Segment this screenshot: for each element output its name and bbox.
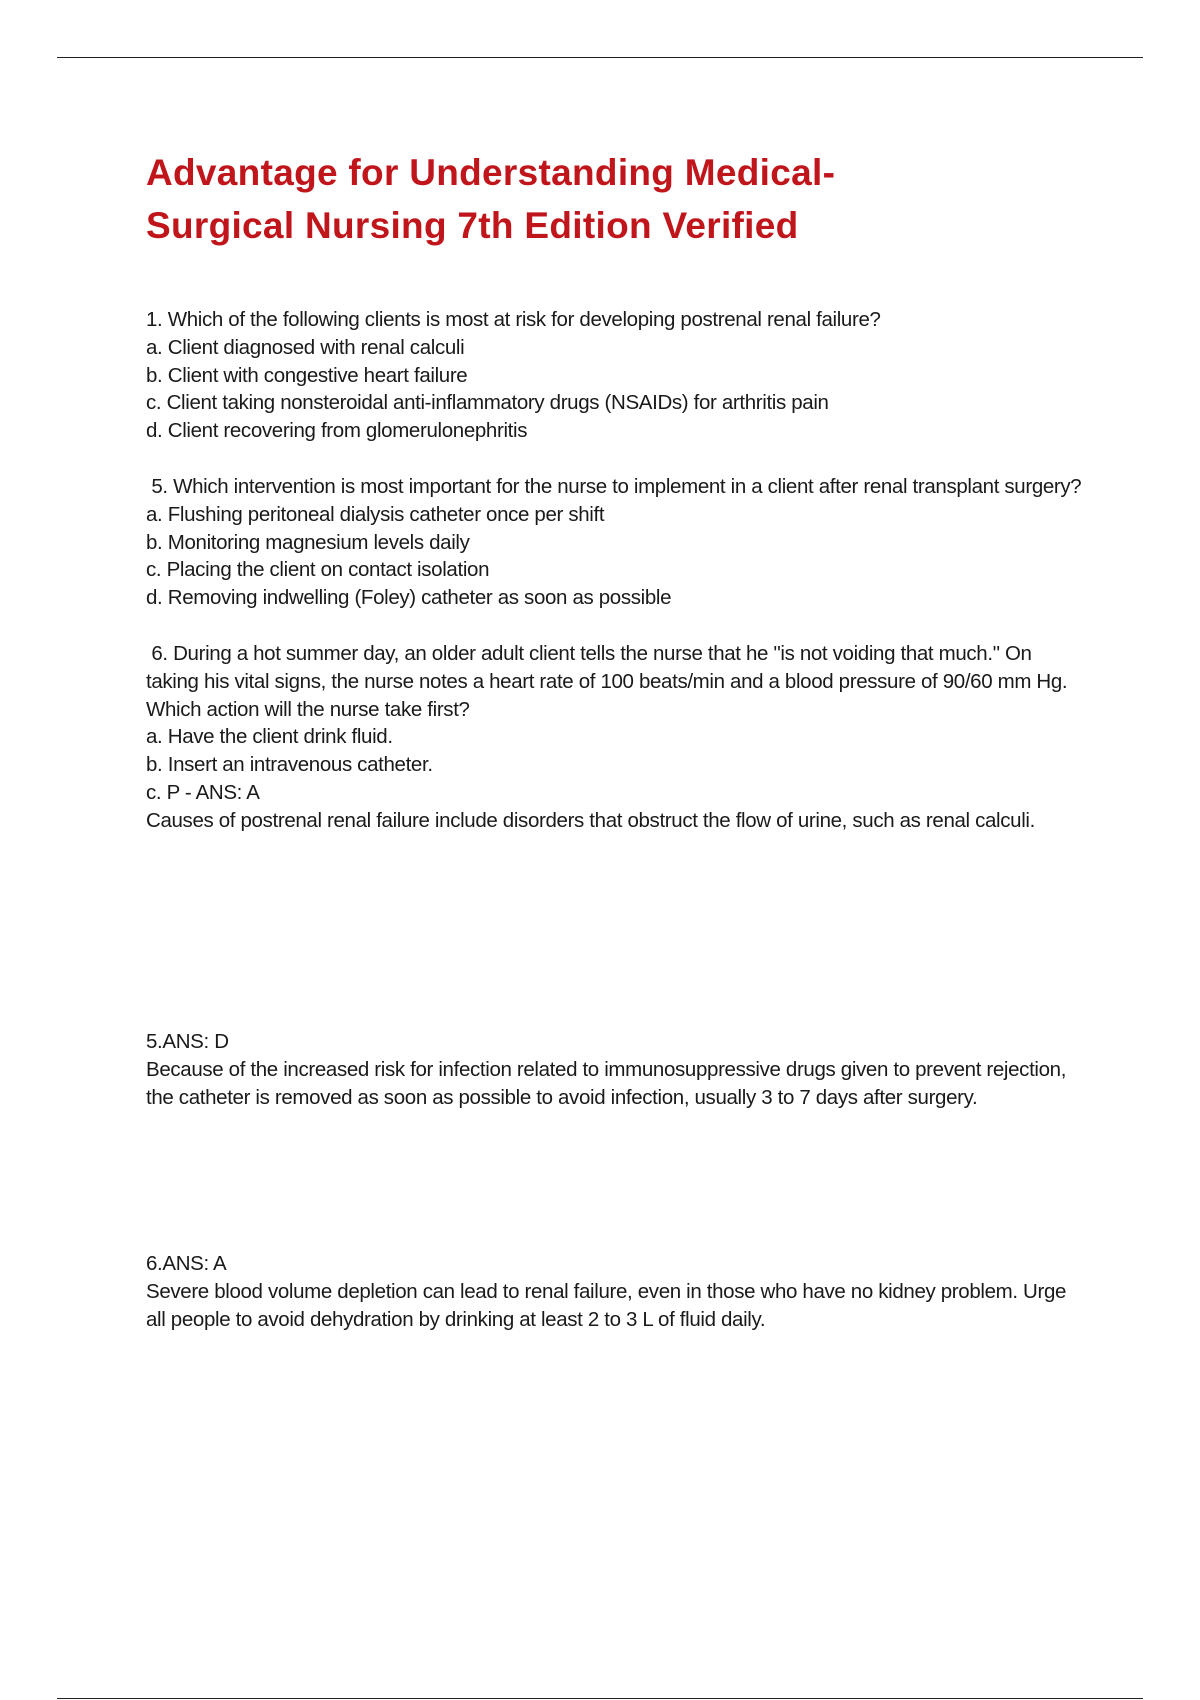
question-option: c. Client taking nonsteroidal anti-inflammatory drugs (NSAIDs) for arthritis pain xyxy=(146,391,829,415)
question-stem: 5. Which intervention is most important for the nurse to implement in a client after renal transplant surgery? xyxy=(146,475,1082,498)
question-option: a. Client diagnosed with renal calculi xyxy=(146,335,465,359)
answer-label: 5.ANS: D xyxy=(146,1030,229,1053)
question-stem: 1. Which of the following clients is most at risk for developing postrenal renal failure? xyxy=(146,308,881,331)
question-option: d. Client recovering from glomerulonephritis xyxy=(146,419,528,443)
answer-5 xyxy=(146,1028,1106,1111)
answer-rationale: Severe blood volume depletion can lead to renal failure, even in those who have no kidney problem. Urge xyxy=(146,1279,1067,1303)
question-option: a. Flushing peritoneal dialysis catheter once per shift xyxy=(146,502,605,526)
title-line-1: Advantage for Understanding Medical- xyxy=(146,152,836,193)
question-option: b. Client with congestive heart failure xyxy=(146,363,468,387)
answer-rationale: all people to avoid dehydration by drinking at least 2 to 3 L of fluid daily. xyxy=(146,1307,766,1331)
answer-rationale: the catheter is removed as soon as possible to avoid infection, usually 3 to 7 days after surgery. xyxy=(146,1085,978,1109)
question-option: c. P - ANS: A xyxy=(146,780,260,804)
header-rule xyxy=(57,57,1143,58)
question-stem: 6. During a hot summer day, an older adult client tells the nurse that he "is not voiding that much." On xyxy=(146,642,1032,665)
footer-rule xyxy=(57,1698,1143,1699)
document-title xyxy=(146,146,1046,252)
question-5 xyxy=(146,473,1106,612)
question-option: d. Removing indwelling (Foley) catheter as soon as possible xyxy=(146,586,672,610)
answer-label: 6.ANS: A xyxy=(146,1252,227,1275)
title-line-2: Surgical Nursing 7th Edition Verified xyxy=(146,205,799,246)
answer-6 xyxy=(146,1250,1106,1333)
answer-rationale: Causes of postrenal renal failure include disorders that obstruct the flow of urine, such as renal calculi. xyxy=(146,808,1035,832)
question-stem: Which action will the nurse take first? xyxy=(146,697,470,721)
question-option: a. Have the client drink fluid. xyxy=(146,725,393,749)
question-option: b. Insert an intravenous catheter. xyxy=(146,753,433,777)
question-option: b. Monitoring magnesium levels daily xyxy=(146,530,470,554)
question-6 xyxy=(146,640,1106,835)
question-1 xyxy=(146,306,1106,445)
answer-rationale: Because of the increased risk for infection related to immunosuppressive drugs given to prevent rejection, xyxy=(146,1057,1067,1081)
question-stem: taking his vital signs, the nurse notes a heart rate of 100 beats/min and a blood pressure of 90/60 mm Hg. xyxy=(146,669,1068,693)
question-option: c. Placing the client on contact isolation xyxy=(146,558,490,582)
